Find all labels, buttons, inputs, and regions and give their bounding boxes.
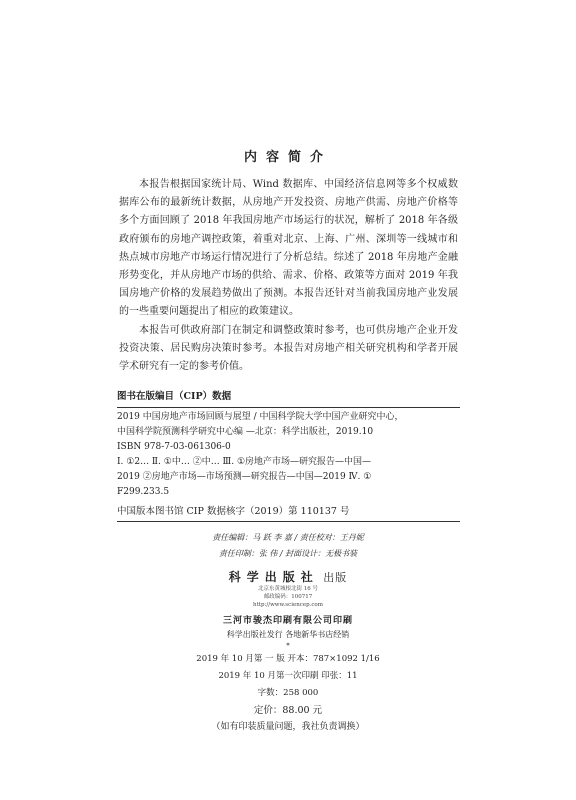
staff-line-editors: 责任编辑：马 跃 李 嘉 / 责任校对：王丹妮 [212,533,364,542]
cip-line: F299.233.5 [117,487,170,498]
cip-body [117,408,460,501]
cip-line: 2019 中国房地产市场回顾与展望 / 中国科学院大学中国产业研究中心， [117,412,404,422]
publisher-website: http://www.sciencep.com [253,602,323,608]
editorial-staff [0,530,576,562]
cip-line: Ⅰ. ①2… Ⅱ. ①中… ②中… Ⅲ. ①房地产市场—研究报告—中国— [117,457,372,468]
word-count: 字数：258 000 [257,688,319,698]
publisher-name-main: 科学出版社 [228,570,319,584]
cip-line: ISBN 978-7-03-061306-0 [117,442,231,453]
cip-line: 中国科学院预测科学研究中心编 —北京：科学出版社，2019.10 [117,427,374,438]
cip-bottom-rule [117,521,460,522]
printing-line: 2019 年 10 月第一次印刷 印张：11 [218,671,358,681]
staff-line-production: 责任印制：张 伟 / 封面设计：无极书装 [218,549,358,558]
publication-info [0,568,576,732]
cip-line: 2019 ②房地产市场—市场预测—研究报告—中国—2019 Ⅳ. ① [117,472,372,483]
distribution: 科学出版社发行 各地新华书店经销 [226,630,350,639]
cip-number: 中国版本图书馆 CIP 数据核字（2019）第 110137 号 [117,505,350,517]
cip-header: 图书在版编目（CIP）数据 [117,391,232,402]
publisher-name [0,568,576,585]
publisher-suffix: 出版 [318,571,348,584]
publisher-address: 北京东黄城根北街 16 号 [258,586,318,592]
quality-notice: （如有印装质量问题，我社负责调换） [211,722,365,732]
page-title: 内容简介 [243,150,332,165]
summary-paragraph-1: 本报告根据国家统计局、Wind 数据库、中国经济信息网等多个权威数据库公布的最新统计数据，从房地产开发投资、房地产供需、房地产价格等多个方面回顾了 2018 年我国房地产市场运行的状况，解析了 2018 年各级政府颁布的房地产调控政策，着重对北京、上海、广州、深圳等一线城市和热点城市房地产市场运行情况进行了分析总结。综述了 2018 年房地产金融形势变化，并从房地产市场的供给、需求、价格、政策等方面对 2019 年我国房地产价格的发展趋势做出了预测。本报告还针对当前我国房地产业发展的一些重要问题提出了相应的政策建议。 [119,179,458,318]
price: 定价：88.00 元 [253,705,323,716]
edition-line: 2019 年 10 月第 一 版 开本：787×1092 1/16 [196,654,380,664]
summary-section [119,176,458,376]
cip-block [117,388,460,522]
publisher-postcode: 邮政编码：100717 [263,594,313,600]
separator-star: * [286,642,290,650]
summary-paragraph-2: 本报告可供政府部门在制定和调整政策时参考，也可供房地产企业开发投资决策、居民购房决策时参考。本报告对房地产相关研究机构和学者开展学术研究有一定的参考价值。 [119,324,458,373]
printer-name: 三河市骏杰印刷有限公司印刷 [222,616,353,626]
